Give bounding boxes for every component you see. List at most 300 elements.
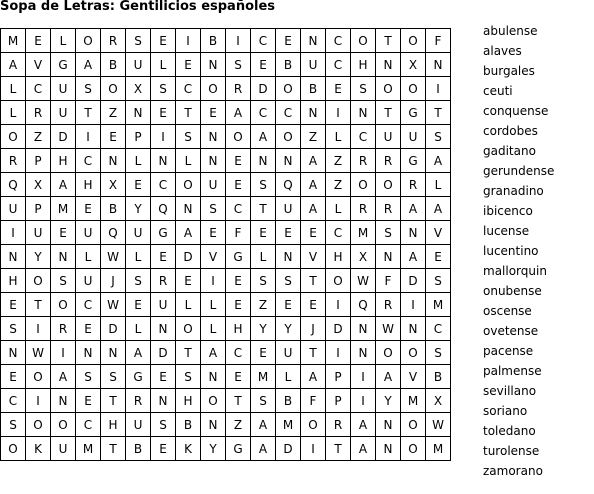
grid-cell: A bbox=[301, 149, 326, 173]
grid-cell: E bbox=[226, 149, 251, 173]
grid-cell: A bbox=[176, 221, 201, 245]
grid-cell: D bbox=[51, 125, 76, 149]
grid-cell: U bbox=[401, 125, 426, 149]
grid-cell: M bbox=[76, 437, 101, 461]
grid-cell: P bbox=[26, 197, 51, 221]
grid-cell: N bbox=[1, 341, 26, 365]
word-list-item: conquense bbox=[483, 104, 549, 118]
grid-cell: T bbox=[76, 101, 101, 125]
grid-cell: E bbox=[76, 317, 101, 341]
grid-cell: P bbox=[326, 365, 351, 389]
grid-cell: S bbox=[251, 389, 276, 413]
grid-cell: N bbox=[351, 341, 376, 365]
grid-cell: O bbox=[276, 77, 301, 101]
grid-cell: C bbox=[351, 125, 376, 149]
grid-cell: A bbox=[426, 149, 451, 173]
grid-cell: N bbox=[276, 245, 301, 269]
grid-cell: O bbox=[51, 293, 76, 317]
grid-cell: C bbox=[176, 77, 201, 101]
grid-cell: E bbox=[201, 221, 226, 245]
grid-cell: D bbox=[101, 317, 126, 341]
grid-cell: B bbox=[176, 413, 201, 437]
grid-cell: G bbox=[226, 437, 251, 461]
grid-cell: H bbox=[351, 53, 376, 77]
grid-cell: D bbox=[176, 245, 201, 269]
grid-cell: L bbox=[326, 125, 351, 149]
grid-cell: R bbox=[51, 317, 76, 341]
grid-cell: F bbox=[301, 389, 326, 413]
grid-cell: L bbox=[176, 293, 201, 317]
grid-cell: O bbox=[326, 269, 351, 293]
grid-cell: A bbox=[401, 197, 426, 221]
grid-cell: S bbox=[176, 365, 201, 389]
grid-cell: N bbox=[251, 149, 276, 173]
grid-row bbox=[1, 53, 451, 77]
grid-cell: L bbox=[126, 149, 151, 173]
grid-cell: C bbox=[76, 293, 101, 317]
grid-cell: B bbox=[201, 29, 226, 53]
word-list-item: cordobes bbox=[483, 124, 538, 138]
grid-cell: Q bbox=[1, 173, 26, 197]
grid-cell: T bbox=[176, 101, 201, 125]
grid-cell: Y bbox=[26, 245, 51, 269]
word-list-item: ceuti bbox=[483, 84, 513, 98]
grid-cell: O bbox=[1, 125, 26, 149]
word-list-item: burgales bbox=[483, 64, 535, 78]
grid-cell: N bbox=[101, 149, 126, 173]
grid-cell: E bbox=[326, 77, 351, 101]
grid-cell: N bbox=[151, 389, 176, 413]
grid-cell: T bbox=[26, 293, 51, 317]
grid-cell: E bbox=[151, 101, 176, 125]
grid-cell: L bbox=[326, 197, 351, 221]
grid-cell: O bbox=[376, 77, 401, 101]
grid-cell: O bbox=[401, 29, 426, 53]
grid-cell: L bbox=[176, 149, 201, 173]
grid-cell: E bbox=[151, 245, 176, 269]
grid-cell: Z bbox=[251, 293, 276, 317]
grid-cell: M bbox=[426, 293, 451, 317]
grid-cell: B bbox=[101, 53, 126, 77]
grid-cell: O bbox=[1, 437, 26, 461]
grid-cell: N bbox=[151, 149, 176, 173]
grid-cell: G bbox=[226, 245, 251, 269]
grid-cell: R bbox=[126, 389, 151, 413]
word-list-item: turolense bbox=[483, 444, 540, 458]
grid-cell: A bbox=[226, 101, 251, 125]
grid-row bbox=[1, 149, 451, 173]
grid-cell: T bbox=[226, 389, 251, 413]
grid-cell: X bbox=[101, 173, 126, 197]
grid-cell: U bbox=[126, 221, 151, 245]
grid-row bbox=[1, 221, 451, 245]
grid-cell: H bbox=[176, 389, 201, 413]
grid-cell: O bbox=[51, 413, 76, 437]
grid-cell: N bbox=[376, 437, 401, 461]
grid-cell: G bbox=[51, 53, 76, 77]
grid-cell: G bbox=[401, 149, 426, 173]
word-list-item: alaves bbox=[483, 44, 522, 58]
grid-cell: K bbox=[176, 437, 201, 461]
grid-cell: U bbox=[151, 293, 176, 317]
grid-cell: N bbox=[351, 317, 376, 341]
grid-cell: R bbox=[351, 149, 376, 173]
grid-row bbox=[1, 245, 451, 269]
grid-cell: S bbox=[426, 341, 451, 365]
grid-cell: Z bbox=[301, 125, 326, 149]
grid-row bbox=[1, 437, 451, 461]
grid-cell: E bbox=[201, 101, 226, 125]
grid-cell: A bbox=[51, 365, 76, 389]
grid-cell: O bbox=[26, 365, 51, 389]
grid-cell: J bbox=[101, 269, 126, 293]
grid-cell: S bbox=[226, 53, 251, 77]
grid-cell: B bbox=[101, 197, 126, 221]
word-list-item: abulense bbox=[483, 24, 538, 38]
grid-cell: W bbox=[426, 413, 451, 437]
grid-cell: S bbox=[351, 77, 376, 101]
grid-cell: E bbox=[51, 221, 76, 245]
grid-cell: L bbox=[251, 245, 276, 269]
grid-cell: I bbox=[351, 389, 376, 413]
grid-cell: N bbox=[301, 101, 326, 125]
grid-cell: E bbox=[76, 389, 101, 413]
grid-cell: I bbox=[201, 269, 226, 293]
grid-cell: L bbox=[201, 293, 226, 317]
grid-cell: N bbox=[51, 389, 76, 413]
grid-cell: I bbox=[326, 101, 351, 125]
grid-cell: A bbox=[251, 413, 276, 437]
grid-cell: S bbox=[151, 413, 176, 437]
grid-cell: O bbox=[176, 173, 201, 197]
grid-cell: L bbox=[1, 77, 26, 101]
grid-cell: I bbox=[426, 77, 451, 101]
grid-cell: R bbox=[1, 149, 26, 173]
word-list-item: ibicenco bbox=[483, 204, 533, 218]
word-list-item: lucentino bbox=[483, 244, 539, 258]
grid-cell: V bbox=[401, 365, 426, 389]
grid-cell: R bbox=[26, 101, 51, 125]
grid-cell: S bbox=[126, 269, 151, 293]
grid-cell: I bbox=[301, 437, 326, 461]
grid-cell: X bbox=[351, 245, 376, 269]
grid-cell: S bbox=[276, 269, 301, 293]
grid-cell: U bbox=[276, 197, 301, 221]
grid-cell: C bbox=[26, 77, 51, 101]
word-list-item: gerundense bbox=[483, 164, 555, 178]
word-list-item: palmense bbox=[483, 364, 542, 378]
grid-cell: V bbox=[26, 53, 51, 77]
grid-cell: O bbox=[201, 77, 226, 101]
grid-cell: N bbox=[201, 413, 226, 437]
grid-cell: N bbox=[1, 245, 26, 269]
grid-row bbox=[1, 173, 451, 197]
word-list-item: lucense bbox=[483, 224, 530, 238]
grid-cell: C bbox=[76, 413, 101, 437]
grid-cell: W bbox=[26, 341, 51, 365]
grid-cell: N bbox=[376, 245, 401, 269]
grid-cell: D bbox=[251, 77, 276, 101]
grid-cell: A bbox=[201, 341, 226, 365]
grid-cell: A bbox=[251, 125, 276, 149]
grid-cell: A bbox=[301, 365, 326, 389]
grid-cell: Z bbox=[26, 125, 51, 149]
grid-row bbox=[1, 77, 451, 101]
grid-cell: E bbox=[276, 221, 301, 245]
grid-row bbox=[1, 125, 451, 149]
grid-cell: S bbox=[51, 269, 76, 293]
grid-cell: H bbox=[51, 149, 76, 173]
grid-row bbox=[1, 389, 451, 413]
grid-cell: E bbox=[276, 29, 301, 53]
grid-cell: S bbox=[176, 125, 201, 149]
grid-cell: R bbox=[401, 173, 426, 197]
grid-cell: O bbox=[276, 125, 301, 149]
grid-cell: U bbox=[376, 125, 401, 149]
grid-cell: U bbox=[201, 173, 226, 197]
grid-cell: E bbox=[151, 365, 176, 389]
grid-cell: J bbox=[301, 317, 326, 341]
grid-row bbox=[1, 341, 451, 365]
grid-cell: O bbox=[201, 389, 226, 413]
grid-cell: U bbox=[1, 197, 26, 221]
grid-cell: O bbox=[376, 173, 401, 197]
grid-cell: A bbox=[401, 245, 426, 269]
grid-cell: A bbox=[1, 53, 26, 77]
word-list-item: soriano bbox=[483, 404, 528, 418]
grid-cell: Y bbox=[201, 437, 226, 461]
grid-cell: S bbox=[251, 269, 276, 293]
grid-cell: E bbox=[1, 365, 26, 389]
grid-cell: E bbox=[301, 293, 326, 317]
grid-cell: U bbox=[51, 77, 76, 101]
grid-cell: R bbox=[376, 149, 401, 173]
grid-cell: N bbox=[426, 53, 451, 77]
grid-cell: D bbox=[401, 269, 426, 293]
grid-cell: T bbox=[101, 389, 126, 413]
grid-cell: O bbox=[26, 269, 51, 293]
grid-cell: I bbox=[76, 125, 101, 149]
grid-cell: G bbox=[151, 221, 176, 245]
grid-cell: T bbox=[376, 29, 401, 53]
grid-cell: E bbox=[301, 221, 326, 245]
grid-cell: E bbox=[151, 437, 176, 461]
grid-cell: U bbox=[301, 53, 326, 77]
grid-cell: I bbox=[26, 317, 51, 341]
grid-cell: S bbox=[251, 173, 276, 197]
word-list-item: gaditano bbox=[483, 144, 536, 158]
grid-cell: Q bbox=[351, 293, 376, 317]
grid-row bbox=[1, 365, 451, 389]
grid-cell: X bbox=[126, 77, 151, 101]
grid-cell: H bbox=[326, 245, 351, 269]
grid-cell: L bbox=[126, 245, 151, 269]
word-list-item: granadino bbox=[483, 184, 544, 198]
grid-cell: B bbox=[301, 77, 326, 101]
grid-cell: X bbox=[426, 389, 451, 413]
grid-cell: L bbox=[76, 245, 101, 269]
grid-cell: F bbox=[376, 269, 401, 293]
grid-cell: O bbox=[401, 413, 426, 437]
grid-cell: W bbox=[351, 269, 376, 293]
grid-cell: G bbox=[126, 365, 151, 389]
grid-cell: T bbox=[301, 341, 326, 365]
grid-cell: E bbox=[226, 269, 251, 293]
word-list-item: onubense bbox=[483, 284, 542, 298]
grid-row bbox=[1, 269, 451, 293]
grid-cell: E bbox=[176, 53, 201, 77]
grid-cell: I bbox=[226, 29, 251, 53]
grid-cell: I bbox=[1, 221, 26, 245]
grid-cell: E bbox=[226, 173, 251, 197]
grid-cell: S bbox=[101, 365, 126, 389]
grid-cell: H bbox=[1, 269, 26, 293]
word-list-item: pacense bbox=[483, 344, 534, 358]
grid-cell: R bbox=[226, 77, 251, 101]
grid-cell: A bbox=[376, 365, 401, 389]
grid-cell: I bbox=[351, 365, 376, 389]
grid-cell: C bbox=[251, 101, 276, 125]
grid-cell: E bbox=[226, 293, 251, 317]
word-list-item: mallorquin bbox=[483, 264, 547, 278]
grid-cell: C bbox=[426, 317, 451, 341]
grid-cell: N bbox=[151, 317, 176, 341]
grid-cell: I bbox=[176, 29, 201, 53]
word-list-item: oscense bbox=[483, 304, 532, 318]
grid-row bbox=[1, 197, 451, 221]
grid-cell: X bbox=[401, 53, 426, 77]
grid-cell: R bbox=[376, 293, 401, 317]
grid-cell: L bbox=[1, 101, 26, 125]
grid-cell: C bbox=[151, 173, 176, 197]
grid-cell: W bbox=[101, 245, 126, 269]
grid-cell: U bbox=[26, 221, 51, 245]
grid-cell: O bbox=[401, 77, 426, 101]
grid-cell: N bbox=[276, 149, 301, 173]
grid-cell: N bbox=[126, 101, 151, 125]
grid-cell: K bbox=[26, 437, 51, 461]
grid-cell: E bbox=[426, 245, 451, 269]
grid-cell: L bbox=[151, 53, 176, 77]
grid-cell: O bbox=[351, 173, 376, 197]
grid-cell: G bbox=[401, 101, 426, 125]
grid-cell: N bbox=[301, 29, 326, 53]
grid-cell: M bbox=[1, 29, 26, 53]
word-list bbox=[483, 23, 554, 483]
grid-cell: O bbox=[376, 341, 401, 365]
grid-cell: A bbox=[351, 413, 376, 437]
grid-cell: N bbox=[201, 53, 226, 77]
grid-cell: E bbox=[251, 221, 276, 245]
grid-cell: F bbox=[226, 221, 251, 245]
grid-cell: S bbox=[426, 269, 451, 293]
grid-cell: V bbox=[201, 245, 226, 269]
letter-grid bbox=[0, 28, 451, 461]
grid-cell: Z bbox=[101, 101, 126, 125]
grid-cell: V bbox=[301, 245, 326, 269]
grid-cell: T bbox=[426, 101, 451, 125]
grid-cell: A bbox=[76, 53, 101, 77]
grid-cell: N bbox=[51, 245, 76, 269]
grid-cell: N bbox=[351, 101, 376, 125]
grid-cell: E bbox=[126, 293, 151, 317]
grid-cell: E bbox=[251, 53, 276, 77]
grid-cell: S bbox=[76, 365, 101, 389]
grid-cell: P bbox=[326, 389, 351, 413]
grid-cell: C bbox=[226, 197, 251, 221]
grid-cell: Z bbox=[326, 173, 351, 197]
grid-cell: L bbox=[126, 317, 151, 341]
grid-cell: A bbox=[351, 437, 376, 461]
grid-cell: E bbox=[276, 293, 301, 317]
grid-cell: Z bbox=[326, 149, 351, 173]
grid-cell: L bbox=[51, 29, 76, 53]
grid-cell: I bbox=[326, 293, 351, 317]
grid-cell: A bbox=[301, 197, 326, 221]
grid-cell: D bbox=[151, 341, 176, 365]
grid-cell: O bbox=[226, 125, 251, 149]
grid-cell: N bbox=[401, 221, 426, 245]
grid-cell: A bbox=[426, 197, 451, 221]
grid-cell: M bbox=[426, 437, 451, 461]
word-list-item: zamorano bbox=[483, 464, 543, 478]
grid-cell: S bbox=[76, 77, 101, 101]
grid-cell: S bbox=[426, 125, 451, 149]
grid-cell: S bbox=[151, 77, 176, 101]
grid-cell: E bbox=[76, 197, 101, 221]
grid-row bbox=[1, 101, 451, 125]
grid-cell: E bbox=[101, 125, 126, 149]
grid-cell: N bbox=[201, 149, 226, 173]
page-title: Sopa de Letras: Gentilicios españoles bbox=[0, 0, 276, 14]
grid-cell: S bbox=[1, 317, 26, 341]
grid-cell: O bbox=[76, 29, 101, 53]
grid-cell: U bbox=[51, 437, 76, 461]
grid-cell: E bbox=[126, 173, 151, 197]
grid-cell: U bbox=[126, 413, 151, 437]
grid-cell: T bbox=[301, 269, 326, 293]
grid-cell: H bbox=[101, 413, 126, 437]
grid-cell: C bbox=[1, 389, 26, 413]
grid-cell: Q bbox=[276, 173, 301, 197]
grid-cell: I bbox=[151, 125, 176, 149]
grid-cell: C bbox=[226, 341, 251, 365]
grid-cell: T bbox=[251, 197, 276, 221]
grid-cell: S bbox=[1, 413, 26, 437]
grid-cell: C bbox=[326, 29, 351, 53]
word-list-item: sevillano bbox=[483, 384, 537, 398]
grid-cell: F bbox=[426, 29, 451, 53]
grid-cell: R bbox=[101, 29, 126, 53]
grid-cell: A bbox=[251, 437, 276, 461]
grid-cell: D bbox=[326, 317, 351, 341]
grid-cell: O bbox=[26, 413, 51, 437]
grid-cell: E bbox=[251, 341, 276, 365]
grid-cell: R bbox=[326, 413, 351, 437]
grid-cell: N bbox=[201, 125, 226, 149]
grid-cell: L bbox=[276, 365, 301, 389]
grid-cell: P bbox=[126, 125, 151, 149]
grid-cell: M bbox=[276, 413, 301, 437]
grid-cell: M bbox=[351, 221, 376, 245]
grid-cell: B bbox=[276, 389, 301, 413]
grid-cell: Z bbox=[226, 413, 251, 437]
grid-cell: O bbox=[301, 413, 326, 437]
grid-cell: E bbox=[26, 29, 51, 53]
grid-cell: E bbox=[226, 365, 251, 389]
grid-cell: S bbox=[126, 29, 151, 53]
grid-cell: M bbox=[251, 365, 276, 389]
